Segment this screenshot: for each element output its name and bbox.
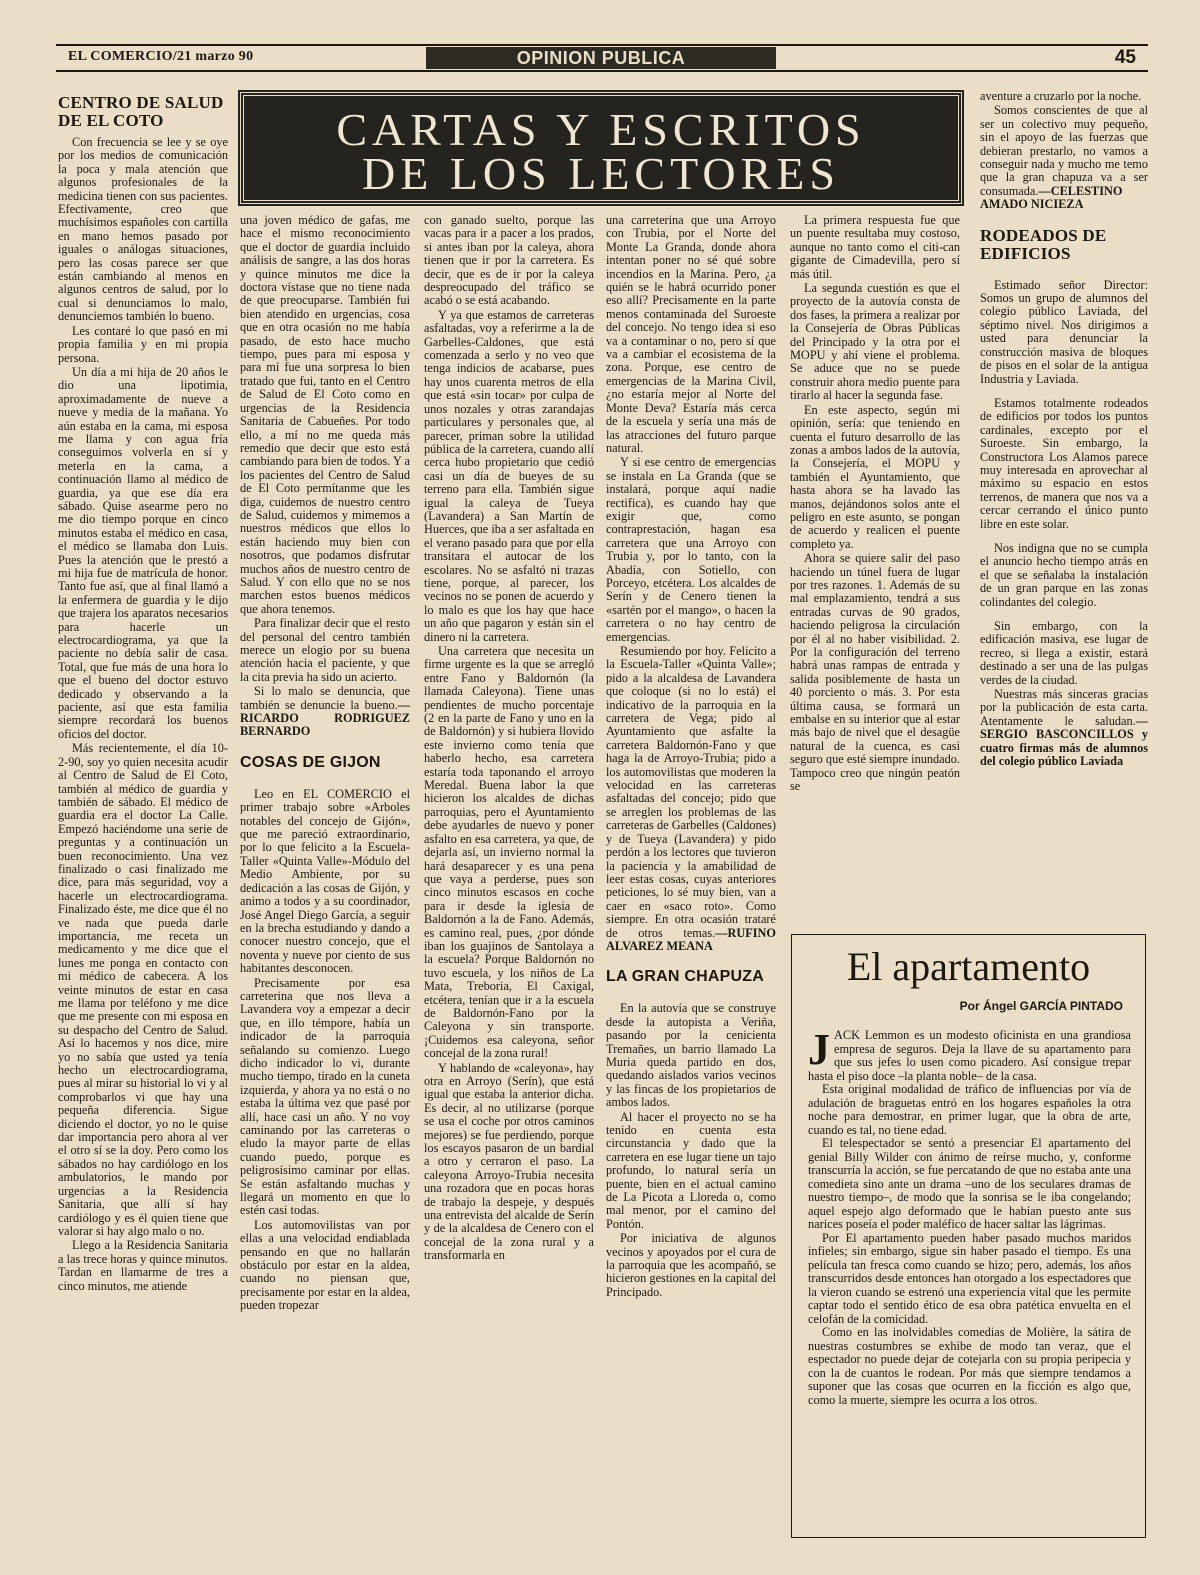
- paragraph-text: Somos conscientes de que al ser un colectivo muy pequeño, sin el apoyo de las fuerzas que debieran prestarlo, no vamos a conseguir nada y mucho me temo que la gran chapuza va a ser consumada.: [980, 103, 1148, 198]
- paragraph: Una carretera que necesita un firme urgente es la que se arregló entre Fano y Baldornón (la llamada Caleyona). Tiene unas pendientes de mucho porcentaje (2 en la parte de Fano y uno en la de Baldornón) y si hubiera llovido este invierno como tenía que haberlo hecho, esa carretera estaría toda taponando el arroyo Meredal. Buena labor la que hicieron los alcaldes de dichas parroquias, pero el Ayuntamiento debe ayudarles de nuevo y poner asfalto en esa carretera, ya que, de dejarla así, un invierno normal la hará desaparecer y es una pena que vaya a perderse, pues son cinco minutos escasos en coche para ir desde la iglesia de Baldornón a la de Fano. Además, es camino real, pues, ¿por dónde iban los guajinos de Santolaya a la escuela? Porque Baldornón no tuvo escuela, y los niños de La Mata, Treboria, El Caxigal, etcétera, tenían que ir a la escuela de Baldornón-Fano por la Caleyona y sin transporte. ¡Cuidemos esa caleyona, señor concejal de la zona rural!: [424, 644, 594, 1061]
- paragraph: Por iniciativa de algunos vecinos y apoyados por el cura de la parroquia que les acompañó, se hicieron gestiones en la capital del Principado.: [606, 1231, 776, 1299]
- paragraph: Leo en EL COMERCIO el primer trabajo sobre «Arboles notables del concejo de Gijón», que me pareció extraordinario, por lo que felicito a la Escuela-Taller «Quinta Valle»-Módulo del Medio Ambiente, por su dedicación a las cosas de Gijón, y animo a todos y a su coordinador, José Angel Diego García, a seguir en la brecha estudiando y dando a conocer nuestro concejo, que el noventa y nueve por ciento de sus habitantes desconocen.: [240, 786, 410, 976]
- column-1: [58, 90, 228, 1540]
- paragraph: El telespectador se sentó a presenciar El apartamento del genial Billy Wilder con ánimo de reírse mucho, y, conforme transcurría la acción, se fue percatando de que no estaba ante una comedieta sino ante un drama –uno de los seculares dramas de nuestro tiempo–, de modo que la sonrisa se le iba congelando; aquel espejo algo deformado que le habían puesto ante sus narices poseía el poder maléfico de hacer saltar las lágrimas.: [808, 1136, 1131, 1231]
- letter-title: LA GRAN CHAPUZA: [606, 968, 764, 986]
- paragraph: Y hablando de «caleyona», hay otra en Arroyo (Serín), que está igual que estaba la anterior dicha. Es decir, al no utilizarse (porque se usa el coche por otros caminos mejores) se fue perdiendo, porque los escayos pasaron de un bardial a otro y cerraron el paso. La caleyona Arroyo-Trubia necesita una rozadora que en pocas horas de trabajo la despeje, y después una entrevista del alcalde de Serín y de la alcaldesa de Cenero con el concejal de la zona rural y a transformarla en: [424, 1060, 594, 1263]
- paragraph: La primera respuesta fue que un puente resultaba muy costoso, aunque no tanto como el citi-can gigante de Cimadevilla, pero sí más útil.: [790, 214, 960, 281]
- paragraph: Llego a la Residencia Sanitaria a las trece horas y quince minutos. Tardan en llamarme de tres a cinco minutos, me atiende: [58, 1238, 228, 1293]
- paragraph: aventure a cruzarlo por la noche.: [980, 90, 1142, 103]
- letter-title: RODEADOS DE EDIFICIOS: [980, 225, 1107, 263]
- paragraph: Estamos totalmente rodeados de edificios por todos los puntos cardinales, excepto por el Suroeste. Sin embargo, la Constructora Los Alamos parece muy interesada en aprovechar al máximo su espacio en estos terrenos, de manera que nos va a cercar cerrando el único punto libre en este solar.: [980, 395, 1148, 531]
- byline: Por Ángel GARCÍA PINTADO: [959, 999, 1123, 1013]
- column-4: [606, 214, 776, 1544]
- banner-line-1: CARTAS Y ESCRITOS: [336, 104, 866, 155]
- paragraph: Y ya que estamos de carreteras asfaltadas, voy a referirme a la de Garbelles-Caldones, que está comenzada a serlo y no veo que tenga indicios de acabarse, pues hay unos cuarenta metros de ella que está «sin tocar» por culpa de unos nozales y otras zarandajas particulares y personales que, al parecer, priman sobre la utilidad pública de la carretera, cuando allí cerca hubo propietario que cedió casi un día de bueyes de su terreno para ella. También sigue igual la caleya de Tueya (Lavandera) a San Martín de Huerces, que iba a ser asfaltada en el verano pasado para que por ella transitara el autocar de los escolares. No se asfaltó ni trazas tiene, porque, al parecer, los vecinos no se ponen de acuerdo y lo malo es que los hay que hace un año que pagaron y están sin el dinero ni la carretera.: [424, 307, 594, 644]
- paragraph: Ahora se quiere salir del paso haciendo un túnel fuera de lugar por tres razones. 1. Además de su mal emplazamiento, tendrá a sus entradas curvas de 90 grados, haciendo peligrosa la circulación por él al no haber visibilidad. 2. Por la configuración del terreno habrá unas rampas de entrada y salida posiblemente de hasta un 40 porciento o más. 3. Por esta última causa, se formará un embalse en su interior que al estar más bajo de nivel que el desagüe natural de la cuenca, es casi seguro que esté siempre inundado. Tampoco creo que ningún peatón se: [790, 551, 960, 794]
- paragraph: Y si ese centro de emergencias se instala en La Granda (que se instalará, porque aquí nadie rectifica), es cuando hay que exigir que, como contraprestación, hagan esa carretera que una Arroyo con Trubia y, por lo tanto, con la Abadía, con Sotiello, con Porceyo, etcétera. Los alcaldes de Serín y de Cenero tienen la «sartén por el mango», o hacen la carretera o no hay centro de emergencias.: [606, 455, 776, 644]
- drop-cap: J: [808, 1025, 830, 1074]
- masthead-date: EL COMERCIO/21 marzo 90: [68, 49, 254, 64]
- paragraph: Esta original modalidad de tráfico de influencias por vía de adulación de braguetas entró en los hogares españoles la otra noche para demostrar, en primer lugar, que la obra de arte, cuando es tal, no tiene edad.: [808, 1082, 1131, 1137]
- paragraph: Les contaré lo que pasó en mi propia familia y en mi propia persona.: [58, 323, 228, 365]
- paragraph-text: ACK Lemmon es un modesto oficinista en una grandiosa empresa de seguros. Deja la llave de su apartamento para que sus jefes lo usen como picadero. Así consigue trepar hasta el piso doce –la planta noble– de la casa.: [808, 1028, 1131, 1083]
- page-number: 45: [1114, 47, 1136, 68]
- paragraph: una carreterina que una Arroyo con Trubia, por el Norte del Monte La Granda, donde ahora intentan poner no sé qué sobre incendios en la Marina. Pero, ¿a quién se le habrá ocurrido poner eso allí? Precisamente en la parte menos contaminada del Suroeste del concejo. No tengo idea si eso va a contaminar o no, pero sí que va a cambiar el ecosistema de la zona. Porque, ese centro de emergencias de la Marina Civil, ¿no estaría mejor al Norte del Monte Deva? Estaría más cerca de la escuela y sería una más de las atracciones del futuro parque natural.: [606, 214, 776, 455]
- page-header: [56, 44, 1148, 72]
- paragraph: En la autovía que se construye desde la autopista a Veriña, pasando por la cenicienta Tremañes, un barrio llamado La Muria queda partido en dos, quedando aislados varios vecinos y las fincas de los propietarios de ambos lados.: [606, 1001, 776, 1110]
- signature: —RICARDO RODRIGUEZ BERNARDO: [240, 697, 410, 739]
- paragraph: Como en las inolvidables comedias de Molière, la sátira de nuestras costumbres se exhibe de modo tan veraz, que el espectador no puede dejar de cotejarla con su propia peripecia y con la de cuantos le rodean. Por más que siempre tendamos a suponer que las cosas que ocurren en la ficción es algo que, como la muerte, siempre les ocurra a los otros.: [808, 1325, 1131, 1407]
- paragraph: Un día a mi hija de 20 años le dio una lipotimia, aproximadamente de nueve a nueve y media de la mañana. Yo aún estaba en la cama, mi esposa me llama y con agua fría conseguimos volverla en sí y meterla en la cama, a continuación llamo al médico de guardia, ya que ese día era sábado. Quise asearme pero no me dio tiempo porque en cinco minutos estaba el médico en casa, el médico se llamaba don Luis. Pues la atención que le prestó a mi hija fue de matrícula de honor. Tanto fue así, que al final llamó a la enfermera de guardia y le dijo que trajera los aparatos necesarios para hacerle un electrocardiograma, ya que la paciente no debía salir de casa. Total, que fue más de una hora lo que el bueno del doctor estuvo dedicado y observando a la paciente, así que esta familia siempre recordará los buenos oficios del doctor.: [58, 364, 228, 741]
- column-5: [790, 214, 960, 924]
- letter-title: COSAS DE GIJON: [240, 753, 381, 771]
- paragraph-text: Nuestras más sinceras gracias por la publicación de esta carta. Atentamente le saludan.: [980, 687, 1148, 728]
- column-body: [808, 1025, 1131, 1407]
- column-3: [424, 214, 594, 1544]
- opinion-box: [791, 934, 1146, 1538]
- paragraph: Al hacer el proyecto no se ha tenido en cuenta esta circunstancia y dado que la carretera en ese lugar tiene un tajo profundo, lo natural sería un puente, bien en el actual camino de La Picota a Lloreda o, como mal menor, por el camino del Pontón.: [606, 1109, 776, 1231]
- paragraph: Precisamente por esa carreterina que nos lleva a Lavandera voy a empezar a decir que, en illo témpore, había un indicador de la parroquia señalando su comienzo. Luego dicho indicador lo vi, durante mucho tiempo, tirado en la cuneta izquierda, y ahora ya no está o no estaba la última vez que pasé por allí, hace casi un año. Y no voy caminando por las carreteras o eludo la mayor parte de ellas cuando puedo, porque es peligrosísimo caminar por ellas. Se están asfaltando muchas y llegará un momento en que lo estén casi todas.: [240, 975, 410, 1218]
- paragraph: una joven médico de gafas, me hace el mismo reconocimiento que el doctor de guardia incluido análisis de sangre, a las dos horas y quince minutos me dice la doctora vístase que no tiene nada de que preocuparse. También fui bien atendido en urgencias, cosa que en otra ocasión no me había pasado, de esto hace mucho tiempo, pues para mi esposa y para mí fue una sorpresa lo bien tratado que fui, tanto en el Centro de Salud de El Coto como en urgencias de la Residencia Sanitaria de Cabueñes. Por todo ello, a mí no me queda más remedio que decir que esto está cambiando para bien de todos. Y a los pacientes del Centro de Salud de El Coto permítanme que les diga, cuidemos de nuestro centro de Salud, cuidemos y mimemos a nuestros médicos que ellos lo están haciendo muy bien con nosotros, que podamos disfrutar muchos años de nuestro centro de Salud. Y con ello que no se nos marchen estos buenos médicos que ahora tenemos.: [240, 214, 410, 616]
- banner-line-2: DE LOS LECTORES: [362, 148, 840, 199]
- column-title: El apartamento: [846, 944, 1091, 989]
- paragraph: Sin embargo, con la edificación masiva, ese lugar de recreo, si llega a existir, estará destinado a ser una de las pulgas verdes de la ciudad.: [980, 619, 1148, 687]
- signature: —RUFINO ALVAREZ MEANA: [606, 925, 776, 953]
- paragraph: Estimado señor Director: Somos un grupo de alumnos del colegio público Laviada, del séptimo nivel. Nos dirigimos a usted para denunciar la construcción masiva de bloques de pisos en el solar de la antigua Industria y Laviada.: [980, 277, 1148, 386]
- paragraph: [980, 688, 1148, 768]
- signature: —CELESTINO AMADO NICIEZA: [980, 183, 1123, 212]
- column-6: [980, 90, 1148, 924]
- section-title: OPINION PUBLICA: [426, 47, 776, 69]
- paragraph: con ganado suelto, porque las vacas para ir a pacer a los prados, si antes iban por la caleya, ahora tienen que ir por la carretera. Es decir, que es de ir por la caleya despreocupado del tráfico se acabó o se está acabando.: [424, 214, 594, 308]
- paragraph: Nos indigna que no se cumpla el anuncio hecho tiempo atrás en el que se señalaba la instalación de un gran parque en las zonas colindantes del colegio.: [980, 540, 1148, 609]
- paragraph: Los automovilistas van por ellas a una velocidad endiablada pensando en que no hallarán obstáculo por estar en la aldea, cuando no piensan que, precisamente por estar en la aldea, pueden tropezar: [240, 1217, 410, 1313]
- paragraph: En este aspecto, según mi opinión, sería: que teniendo en cuenta el futuro desarrollo de las zonas a ambos lados de la autovía, la Consejería, el MOPU y también el Ayuntamiento, que hasta ahora se ha lavado las manos, dejándonos solos ante el peligro en este asunto, se pongan de acuerdo y realicen el puente completo ya.: [790, 402, 960, 551]
- paragraph-text: Si lo malo se denuncia, que también se denuncie la bueno.: [240, 684, 410, 712]
- paragraph: [980, 104, 1148, 211]
- paragraph: [240, 685, 410, 739]
- paragraph: [808, 1025, 1131, 1083]
- letters-banner: [240, 92, 962, 204]
- paragraph-text: Resumiendo por hoy. Felicito a la Escuela-Taller «Quinta Valle»; pido a la alcaldesa de Lavandera que coloque (si no lo está) el indicativo de la parroquia en la carretera de Vega; pido al Ayuntamiento que asfalte la carretera Baldornón-Fano y que haga la de Arroyo-Trubia; pido a los automovilistas que moderen la velocidad en las carreteras asfaltadas del concejo; pido que se arreglen los problemas de las carreteras de Garbelles (Caldones) y de Tueya (Lavandera) y pido perdón a los lectores que tuvieron la paciencia y la amabilidad de leer estas cosas, cuyas anteriores peticiones, lo sé muy bien, van a caer en «saco roto». Como siempre. En otra ocasión trataré de otros temas.: [606, 644, 776, 940]
- paragraph: Para finalizar decir que el resto del personal del centro también merece un elogio por su buena atención hacia el paciente, y que la cita previa ha sido un acierto.: [240, 616, 410, 684]
- paragraph: Con frecuencia se lee y se oye por los medios de comunicación la poca y mala atención que algunos profesionales de la medicina tienen con sus pacientes. Efectivamente, creo que muchísimos españoles con cartilla en mano hemos pasado por iguales o análogas situaciones, pero las cosas parece ser que están cambiando al menos en algunos centros de salud, por lo cual si denunciamos lo malo, denunciemos también lo bueno.: [58, 135, 228, 324]
- signature: —SERGIO BASCONCILLOS y cuatro firmas más de alumnos del colegio público Laviada: [980, 713, 1148, 769]
- column-2: [240, 214, 410, 1544]
- paragraph: [606, 645, 776, 953]
- letter-title: CENTRO DE SALUD DE EL COTO: [58, 93, 224, 130]
- paragraph: La segunda cuestión es que el proyecto de la autovía consta de dos fases, la primera a realizar por la Consejería de Obras Públicas del Principado y la otra por el MOPU y ahí viene el problema. Se aduce que no se puede construir ahora medio puente para tirarlo al hacer la segunda fase.: [790, 281, 960, 403]
- paragraph: Por El apartamento pueden haber pasado muchos maridos infieles; sin embargo, sigue sin haber pasado el tiempo. Es una película tan fresca como cuando se hizo; pero, además, los años transcurridos desde entonces han otorgado a los espectadores que la vieron cuando se estrenó una experiencia vital que les permite captar todo el sentido ético de esa obra patética envuelta en el celofán de la comicidad.: [808, 1230, 1131, 1326]
- paragraph: Más recientemente, el día 10-2-90, soy yo quien necesita acudir al Centro de Salud de El Coto, también al médico de guardia y también de sábado. El médico de guardia era el doctor La Calle. Empezó haciéndome una serie de preguntas y a continuación un buen reconocimiento. Una vez finalizado o casi finalizado me dice, para más seguridad, voy a hacerle un electrocardiograma. Finalizado éste, me dice que él no ve nada que pueda darle importancia, me receta un medicamento y me dice que el lunes me ponga en contacto con mi médico de cabecera. A los veinte minutos de estar en casa me llama por teléfono y me dice que me presente con mi esposa en su despacho del Centro de Salud. Así lo hacemos y nos dice, mire yo no sabía que usted ya tenía hecho un electrocardiograma, pues al mirar su historial lo vi y al comprobarlos vi que hay una pequeña diferencia. Sigue diciendo el doctor, yo no le quise dar importancia pero ahora al ver el otro sí se la doy. Pero como los sábados no hay cardiólogo en los ambulatorios, le mando por urgencias a la Residencia Sanitaria, que allí sí hay cardiólogo y es él quien tiene que valorar si hay algo malo o no.: [58, 741, 228, 1238]
